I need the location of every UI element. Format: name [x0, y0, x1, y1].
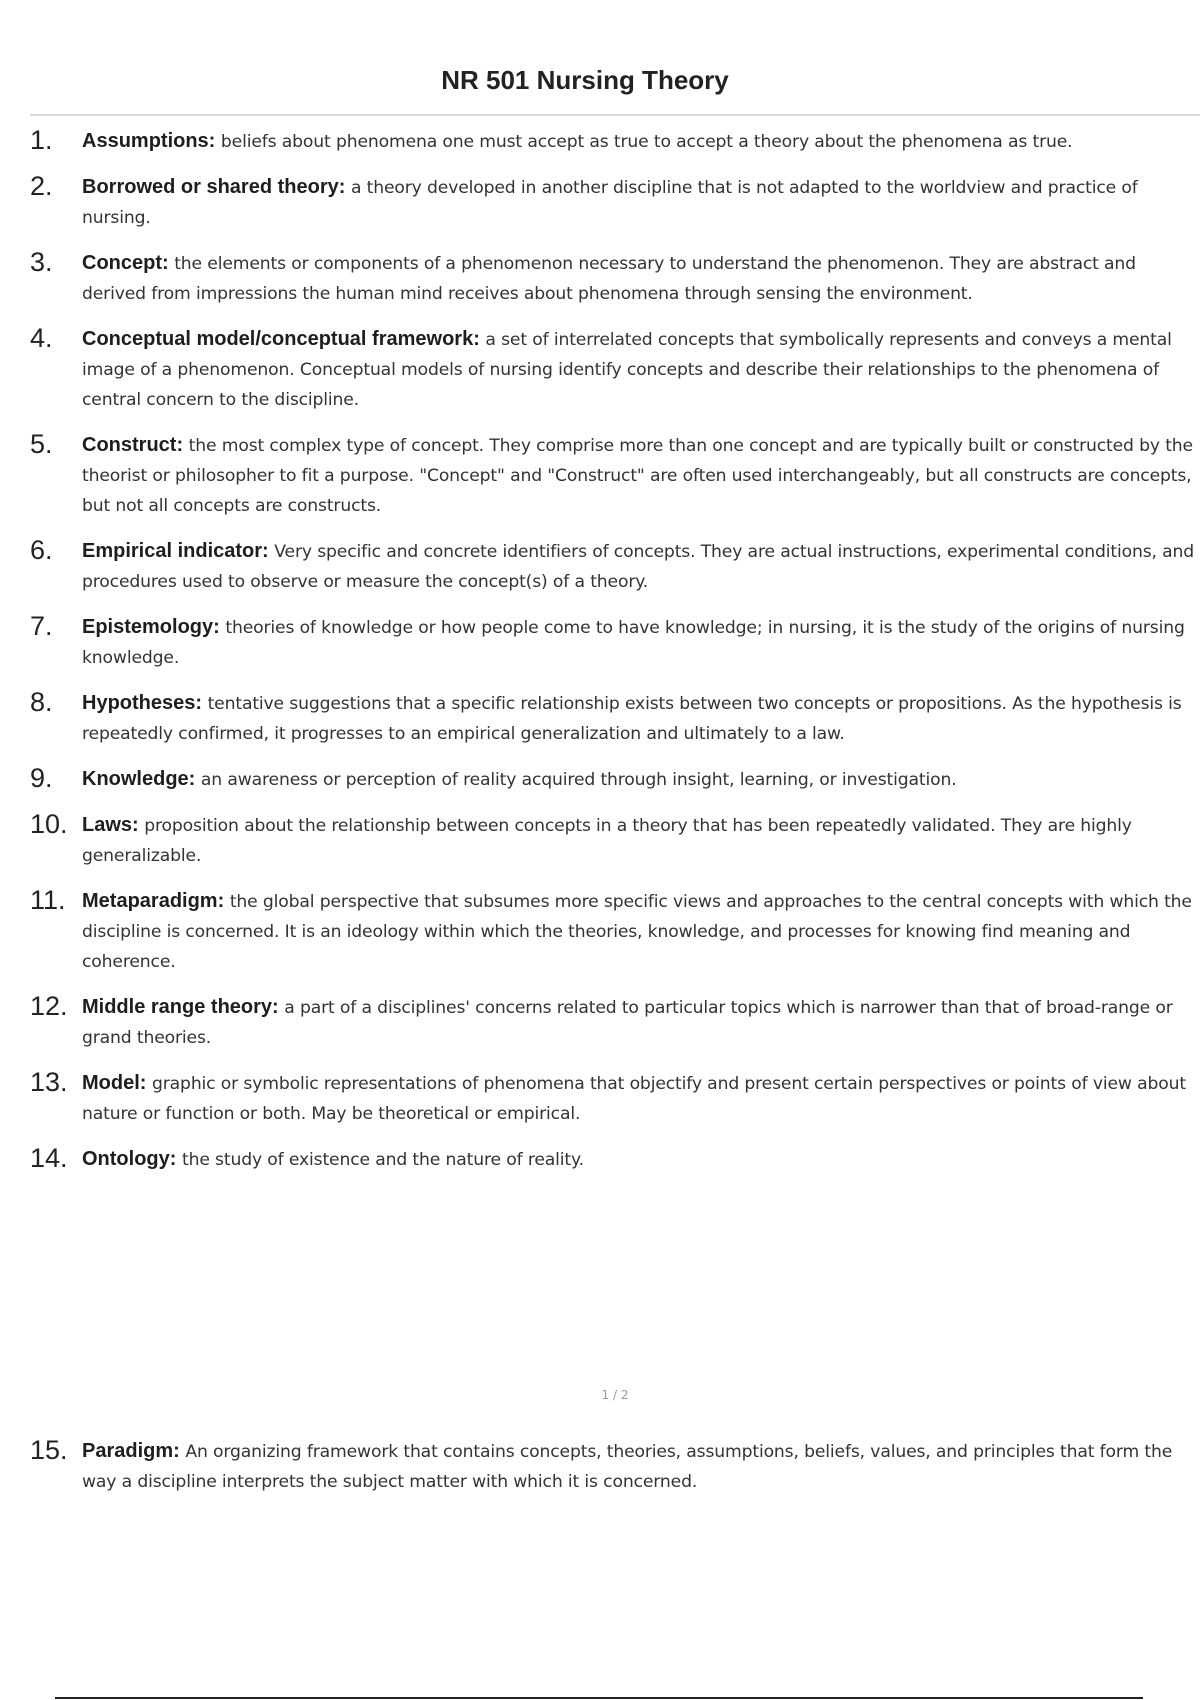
- page-title: NR 501 Nursing Theory: [441, 65, 729, 96]
- item-number: 1.: [30, 125, 53, 155]
- term-definition: proposition about the relationship between concepts in a theory that has been repeatedly validated. They are highly generalizable.: [82, 816, 1132, 866]
- term-name: Middle range theory:: [82, 996, 285, 1018]
- term-definition: a set of interrelated concepts that symbolically represents and conveys a mental image of a phenomenon. Conceptual models of nursing identify concepts and describe their relationships to the phenomena of central concern to the discipline.: [82, 330, 1172, 410]
- item-number: 14.: [30, 1143, 68, 1173]
- term-name: Borrowed or shared theory:: [82, 176, 351, 198]
- item-number: 12.: [30, 991, 68, 1021]
- term-name: Conceptual model/conceptual framework:: [82, 328, 486, 350]
- term-definition: tentative suggestions that a specific relationship exists between two concepts or propositions. As the hypothesis is repeatedly confirmed, it progresses to an empirical generalization and ultimately to a law.: [82, 694, 1182, 744]
- page-bottom-divider: [55, 1697, 1143, 1699]
- term-name: Knowledge:: [82, 768, 201, 790]
- term-name: Hypotheses:: [82, 692, 208, 714]
- item-number: 5.: [30, 429, 53, 459]
- term-definition: theories of knowledge or how people come to have knowledge; in nursing, it is the study of the origins of nursing knowledge.: [82, 618, 1185, 668]
- term-name: Paradigm:: [82, 1440, 186, 1462]
- term-definition: beliefs about phenomena one must accept as true to accept a theory about the phenomena as true.: [220, 132, 1073, 152]
- term-list: [0, 126, 1200, 1190]
- term-definition: the most complex type of concept. They comprise more than one concept and are typically built or constructed by the theorist or philosopher to fit a purpose. "Concept" and "Construct" are often used interchangeably, but all constructs are concepts, but not all concepts are constructs.: [82, 436, 1193, 516]
- term-definition: the elements or components of a phenomenon necessary to understand the phenomenon. They are abstract and derived from impressions the human mind receives about phenomena through sensing the environment.: [82, 254, 1136, 304]
- list-item: [0, 172, 1200, 233]
- term-definition: a part of a disciplines' concerns related to particular topics which is narrower than that of broad-range or grand theories.: [82, 998, 1173, 1048]
- term-name: Ontology:: [82, 1148, 182, 1170]
- term-definition: graphic or symbolic representations of phenomena that objectify and present certain perspectives or points of view about nature or function or both. May be theoretical or empirical.: [82, 1074, 1186, 1124]
- list-item: [0, 1068, 1200, 1129]
- term-definition: the global perspective that subsumes more specific views and approaches to the central concepts with which the discipline is concerned. It is an ideology within which the theories, knowledge, and processes for knowing find meaning and coherence.: [82, 892, 1192, 972]
- item-number: 7.: [30, 611, 53, 641]
- term-name: Empirical indicator:: [82, 540, 275, 562]
- list-item: [0, 764, 1200, 795]
- term-definition: An organizing framework that contains concepts, theories, assumptions, beliefs, values, and principles that form the way a discipline interprets the subject matter with which it is concerned.: [82, 1442, 1173, 1492]
- item-number: 8.: [30, 687, 53, 717]
- item-number: 2.: [30, 171, 53, 201]
- term-name: Metaparadigm:: [82, 890, 230, 912]
- term-name: Assumptions:: [82, 130, 221, 152]
- item-number: 13.: [30, 1067, 68, 1097]
- item-number: 15.: [30, 1435, 68, 1465]
- item-number: 10.: [30, 809, 68, 839]
- list-item: [0, 886, 1200, 977]
- item-number: 6.: [30, 535, 53, 565]
- term-definition: Very specific and concrete identifiers of concepts. They are actual instructions, experimental conditions, and procedures used to observe or measure the concept(s) of a theory.: [82, 542, 1195, 592]
- list-item: [0, 324, 1200, 415]
- term-definition: the study of existence and the nature of reality.: [181, 1150, 584, 1170]
- term-definition: an awareness or perception of reality acquired through insight, learning, or investigation.: [200, 770, 957, 790]
- item-number: 9.: [30, 763, 53, 793]
- term-list-page-2: [0, 1436, 1200, 1512]
- list-item: [0, 430, 1200, 521]
- list-item: [0, 810, 1200, 871]
- page-counter: 1 / 2: [601, 1388, 629, 1402]
- term-name: Model:: [82, 1072, 152, 1094]
- list-item: [0, 688, 1200, 749]
- item-number: 4.: [30, 323, 53, 353]
- list-item: [0, 612, 1200, 673]
- list-item: [0, 1436, 1200, 1497]
- term-name: Concept:: [82, 252, 175, 274]
- term-name: Construct:: [82, 434, 189, 456]
- term-name: Laws:: [82, 814, 145, 836]
- list-item: [0, 248, 1200, 309]
- title-divider: [30, 114, 1200, 116]
- list-item: [0, 536, 1200, 597]
- list-item: [0, 992, 1200, 1053]
- term-name: Epistemology:: [82, 616, 226, 638]
- item-number: 3.: [30, 247, 53, 277]
- item-number: 11.: [30, 885, 66, 915]
- list-item: [0, 1144, 1200, 1175]
- term-definition: a theory developed in another discipline that is not adapted to the worldview and practice of nursing.: [82, 178, 1138, 228]
- list-item: [0, 126, 1200, 157]
